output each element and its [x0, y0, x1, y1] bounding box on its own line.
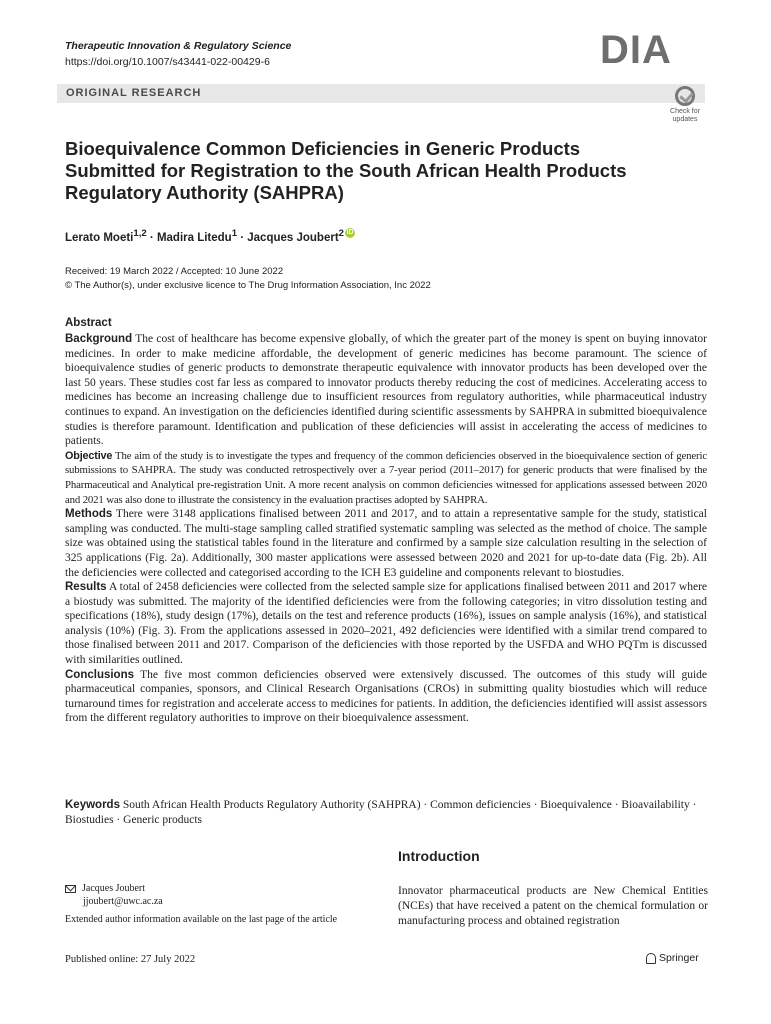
- abstract-heading: Abstract: [65, 317, 112, 329]
- author-separator: ·: [146, 231, 157, 244]
- correspondence-name: Jacques Joubert: [82, 883, 146, 894]
- author-name[interactable]: Jacques Joubert: [247, 231, 339, 244]
- introduction-heading: Introduction: [398, 848, 480, 864]
- methods-text: There were 3148 applications finalised between 2011 and 2017, and to attain a representative sample for the study, statistical sampling was conducted. The multi-stage sampling called stratified systematic sampling was selected as the method of choice. The sample size was obtained using the statistical tables found in the literature and confirmed by a sample size calculation resulting in the selection of 325 applications (Fig. 2a). Additionally, 300 master applications were assessed between 2020 and 2021 for up-to-date data (Fig. 2b). All the deficiencies were collected and categorised according to the ICH E3 guideline and components relevant to biostudies.: [65, 508, 707, 579]
- conclusions-label: Conclusions: [65, 668, 135, 681]
- correspondence-name-line: [65, 882, 145, 895]
- methods-label: Methods: [65, 508, 113, 521]
- journal-name: Therapeutic Innovation & Regulatory Science: [65, 40, 292, 52]
- doi-link[interactable]: https://doi.org/10.1007/s43441-022-00429-6: [65, 56, 270, 68]
- results-label: Results: [65, 581, 107, 594]
- author-affiliation: 1: [231, 228, 238, 239]
- article-title: Bioequivalence Common Deficiencies in Generic Products Submitted for Registration to the South African Health Products Regulatory Authority (SAHPRA): [65, 138, 627, 203]
- background-text: The cost of healthcare has become expensive globally, of which the greater part of the money is spent on buying innovator medicines. In order to make medicine affordable, the development of generic medicines has become paramount. The science of bioequivalence studies of generic products to demonstrate therapeutic equivalence with innovator products has been developed over the last 50 years. These studies cost far less as compared to innovator products thereby reducing the cost of medicines. Accelerating access to medicines has become an increasing challenge due to insufficient resources from regulatory authorities, while pharmaceutical industry continues to expand. An investigation on the deficiencies identified during scientific assessments by SAHPRA in submitted bioequivalence studies is therefore paramount. Identification and publication of these deficiencies will assist in accelerating the access of medicines to patients.: [65, 333, 707, 448]
- author-name[interactable]: Lerato Moeti: [65, 231, 134, 244]
- keywords-label: Keywords: [65, 799, 120, 811]
- check-for-updates-button[interactable]: [664, 86, 706, 124]
- check-updates-icon: [675, 86, 695, 106]
- abstract-methods: [65, 507, 707, 580]
- correspondence-email[interactable]: jjoubert@uwc.ac.za: [83, 896, 163, 907]
- abstract-conclusions: [65, 668, 707, 726]
- envelope-icon: [65, 885, 76, 893]
- objective-label: Objective: [65, 449, 113, 462]
- abstract-objective: [65, 449, 707, 507]
- abstract-body: [65, 332, 707, 726]
- results-text: A total of 2458 deficiencies were collected from the selected sample size for applications finalised between 2011 and 2017 where a biostudy was submitted. The majority of the identified deficiencies were from the following categories; in vitro dissolution testing and specifications (18%), study design (17%), details on the test and reference products (16%), issues on sample analysis (16%), and statistical analysis (10%) (Fig. 3). From the applications assessed in 2020–2021, 492 deficiencies were identified with a similar trend compared to those finalised between 2011 and 2017. Comparison of the deficiencies with those reported by the USFDA and WHO PQTm is discussed with similarities outlined.: [65, 581, 707, 667]
- objective-text: The aim of the study is to investigate the types and frequency of the common deficiencies observed in the bioequivalence section of generic submissions to SAHPRA. The study was conducted retrospectively over a 7-year period (2011–2017) for generic products that were finalised by the Pharmaceutical and Analytical pre-registration Unit. A more recent analysis on common deficiencies witnessed for applications assessed between 2020 and 2021 was also done to illustrate the consistency in the evaluation practises adopted by SAHPRA.: [65, 449, 707, 506]
- author-affiliation: 1,2: [133, 228, 147, 239]
- keywords-text: South African Health Products Regulatory Authority (SAHPRA) · Common deficiencies · Bioequivalence · Bioavailability · Biostudies · Generic products: [65, 799, 697, 826]
- author-separator: ·: [237, 231, 248, 244]
- abstract-background: [65, 332, 707, 449]
- publisher-logo: [646, 952, 699, 964]
- check-updates-line1: Check for: [670, 108, 700, 115]
- orcid-icon[interactable]: iD: [346, 229, 354, 236]
- abstract-results: [65, 580, 707, 668]
- introduction-text: Innovator pharmaceutical products are New Chemical Entities (NCEs) that have received a patent on the chemical formulation or manufacturing process and obtained registration: [398, 885, 708, 928]
- copyright-notice: © The Author(s), under exclusive licence to The Drug Information Association, Inc 2022: [65, 280, 431, 291]
- section-label: ORIGINAL RESEARCH: [66, 87, 202, 99]
- check-updates-line2: updates: [672, 116, 698, 123]
- background-label: Background: [65, 333, 133, 345]
- author-affiliation: 2: [338, 228, 344, 239]
- springer-horse-icon: [646, 953, 656, 964]
- author-list: [65, 228, 355, 244]
- published-date: Published online: 27 July 2022: [65, 954, 196, 965]
- author-name[interactable]: Madira Litedu: [156, 231, 232, 244]
- conclusions-text: The five most common deficiencies observed were extensively discussed. The outcomes of this study will guide pharmaceutical companies, sponsors, and Clinical Research Organisations (CROs) in submitting quality biostudies which will reduce turnaround times for registration and accelerate access to medicines for patients. In addition, the deficiencies identified will assist assessors from the different regulatory authorities to improve on their bioequivalence assessment.: [65, 668, 708, 725]
- extended-author-info: Extended author information available on the last page of the article: [65, 914, 338, 925]
- received-dates: Received: 19 March 2022 / Accepted: 10 June 2022: [65, 266, 284, 277]
- keywords: [65, 798, 707, 828]
- dia-logo: DIA: [600, 28, 672, 72]
- publisher-name: Springer: [659, 952, 699, 964]
